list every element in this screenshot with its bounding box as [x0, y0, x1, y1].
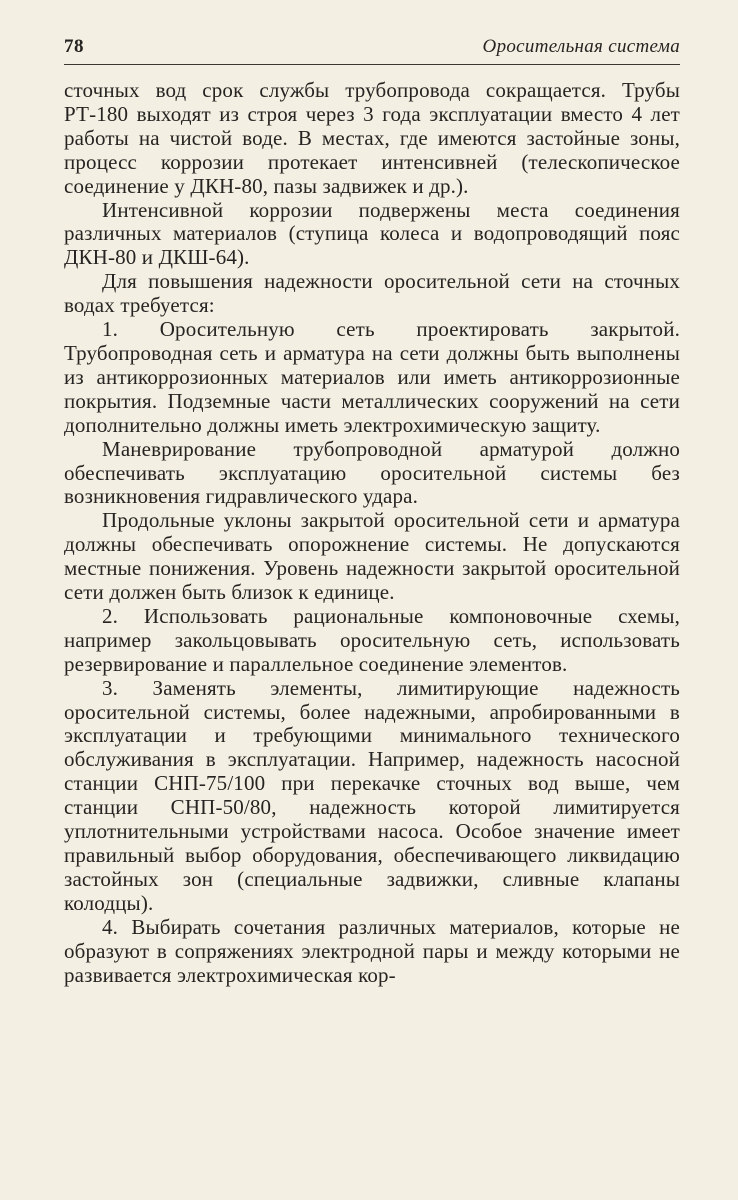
paragraph-requirements-intro: Для повышения надежности оросительной сети на сточных водах требуется:	[64, 269, 680, 318]
paragraph-continuation: сточных вод срок службы трубопровода сокращается. Трубы РТ-180 выходят из строя через 3 года эксплуатации вместо 4 лет работы на чистой воде. В местах, где имеются застойные зоны, процесс коррозии протекает интенсивней (телескопическое соединение у ДКН-80, пазы задвижек и др.).	[64, 78, 680, 198]
paragraph-item-2: 2. Использовать рациональные компоновочные схемы, например закольцовывать оросительную сеть, использовать резервирование и параллельное соединение элементов.	[64, 603, 680, 676]
page-number: 78	[64, 36, 84, 57]
body-text	[64, 79, 680, 987]
running-title: Оросительная система	[482, 36, 680, 57]
paragraph-item-3: 3. Заменять элементы, лимитирующие надежность оросительной системы, более надежными, апробированными в эксплуатации и требующими минимального технического обслуживания в эксплуатации. Например, надежность насосной станции СНП-75/100 при перекачке сточных вод выше, чем станции СНП-50/80, надежность которой лимитируется уплотнительными устройствами насоса. Особое значение имеет правильный выбор оборудования, обеспечивающего ликвидацию застойных зон (специальные задвижки, сливные клапаны колодцы).	[64, 675, 680, 915]
paragraph-corrosion-joints: Интенсивной коррозии подвержены места соединения различных материалов (ступица колеса и водопроводящий пояс ДКН-80 и ДКШ-64).	[64, 197, 680, 270]
paragraph-item-4: 4. Выбирать сочетания различных материалов, которые не образуют в сопряжениях электродной пары и между которыми не развивается электрохимическая кор-	[64, 914, 680, 987]
paragraph-valve-maneuvering: Маневрирование трубопроводной арматурой должно обеспечивать эксплуатацию оросительной системы без возникновения гидравлического удара.	[64, 436, 680, 509]
page-header	[64, 36, 680, 65]
paragraph-slopes: Продольные уклоны закрытой оросительной сети и арматура должны обеспечивать опорожнение системы. Не допускаются местные понижения. Уровень надежности закрытой оросительной сети должен быть близок к единице.	[64, 508, 680, 605]
paragraph-item-1: 1. Оросительную сеть проектировать закрытой. Трубопроводная сеть и арматура на сети должны быть выполнены из антикоррозионных материалов или иметь антикоррозионные покрытия. Подземные части металлических сооружений на сети дополнительно должны иметь электрохимическую защиту.	[64, 317, 680, 437]
